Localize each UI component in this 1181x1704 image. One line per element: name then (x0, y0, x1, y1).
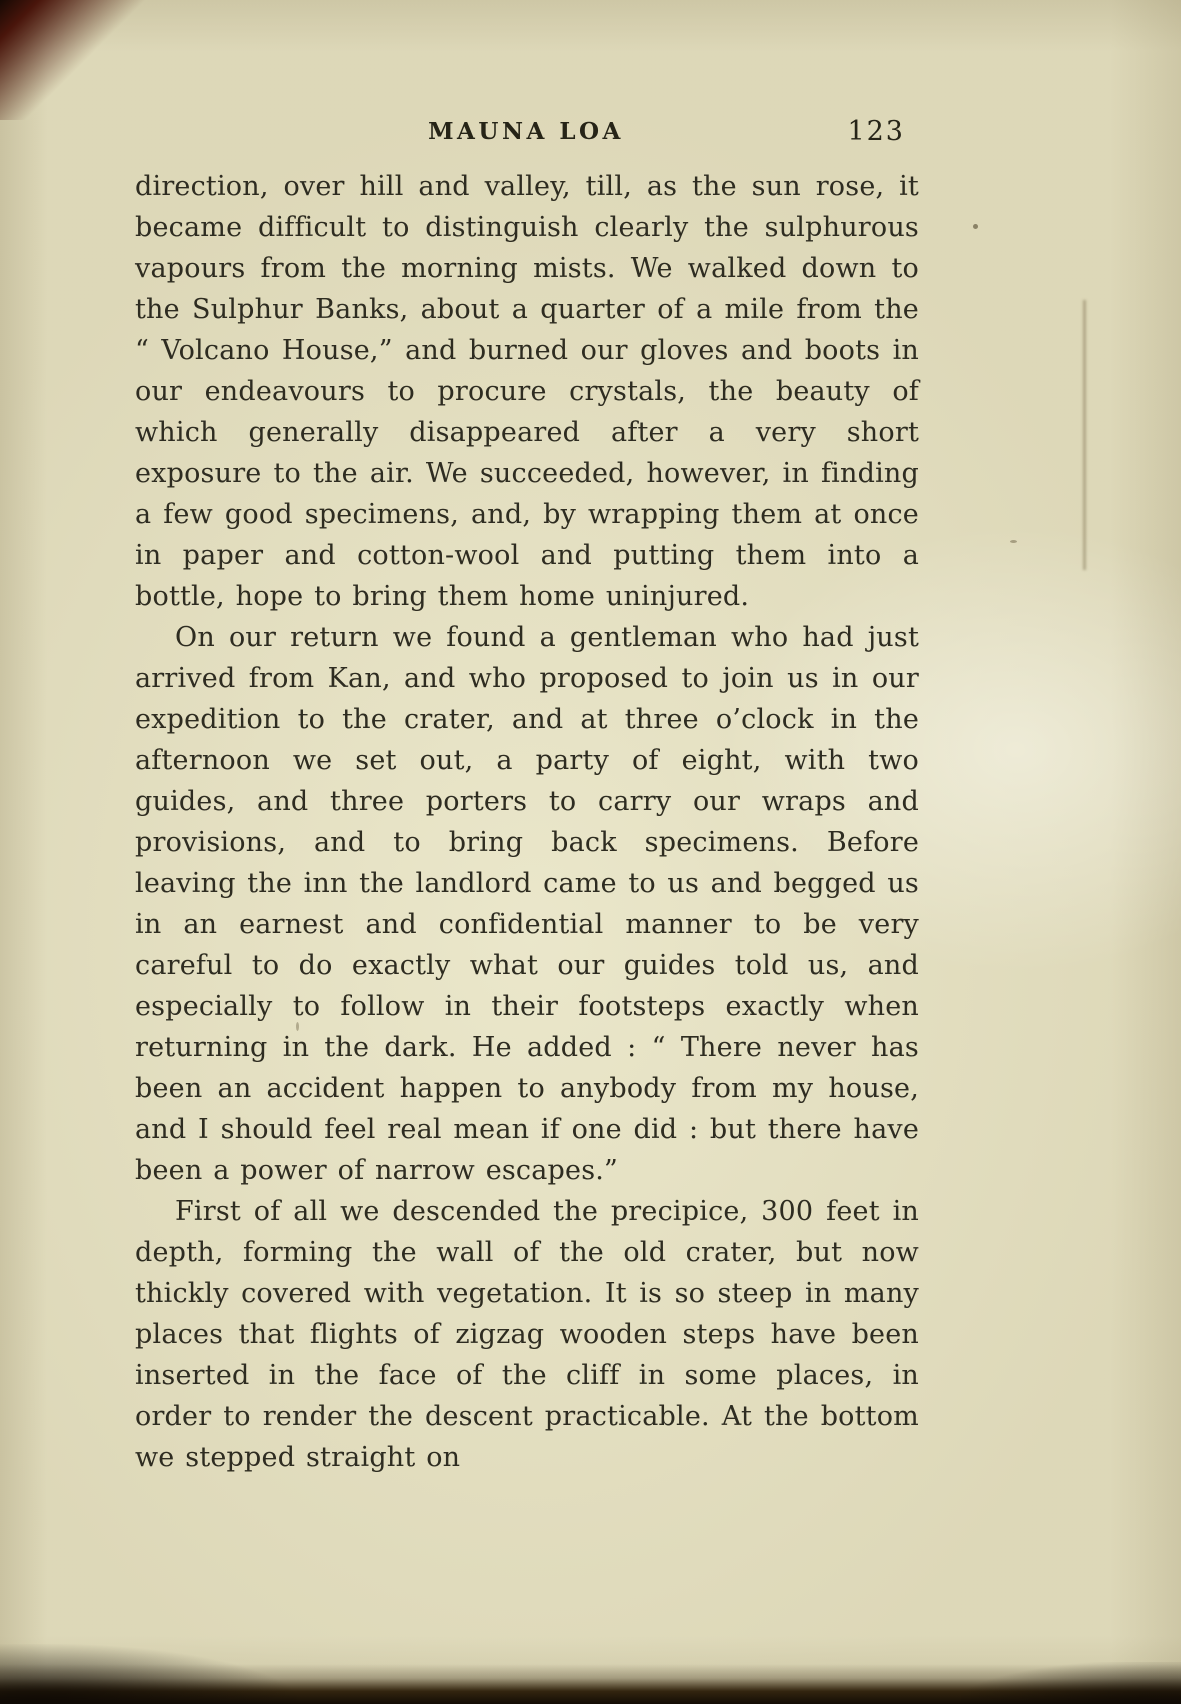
page-number: 123 (847, 116, 905, 147)
scan-corner-artifact (0, 0, 160, 120)
running-header (135, 116, 917, 156)
paper-speck (973, 224, 978, 229)
paragraph-return: On our return we found a gentleman who had just arrived from Kan, and who proposed to join us in our expedition to the crater, and at three o’clock in the afternoon we set out, a party of eight, with two guides, and three porters to carry our wraps and provisions, and to bring back specimens. Before leaving the inn the landlord came to us and begged us in an earnest and confidential manner to be very careful to do exactly what our guides told us, and especially to follow in their footsteps exactly when returning in the dark. He added : “ There never has been an accident happen to anybody from my house, and I should feel real mean if one did : but there have been a power of narrow escapes.” (135, 622, 919, 1186)
paragraph-continuation: direction, over hill and valley, till, as the sun rose, it became difficult to distinguish clearly the sulphurous vapours from the morning mists. We walked down to the Sulphur Banks, about a quarter of a mile from the “ Volcano House,” and burned our gloves and boots in our endeavours to procure crystals, the beauty of which generally disappeared after a very short exposure to the air. We succeeded, however, in finding a few good specimens, and, by wrapping them at once in paper and cotton-wool and putting them into a bottle, hope to bring them home uninjured. (135, 171, 919, 612)
page-crease (1083, 300, 1086, 570)
page-header-title: MAUNA LOA (428, 118, 624, 145)
page-text-block (135, 166, 919, 1478)
scan-bottom-left-shadow (0, 1644, 300, 1704)
paper-speck (1010, 540, 1017, 543)
paragraph-descent: First of all we descended the precipice, 300 feet in depth, forming the wall of the old crater, but now thickly covered with vegetation. It is so steep in many places that flights of zigzag wooden steps have been inserted in the face of the cliff in some places, in order to render the descent practicable. At the bottom we stepped straight on (135, 1196, 919, 1473)
scan-bottom-right-shadow (961, 1662, 1181, 1704)
